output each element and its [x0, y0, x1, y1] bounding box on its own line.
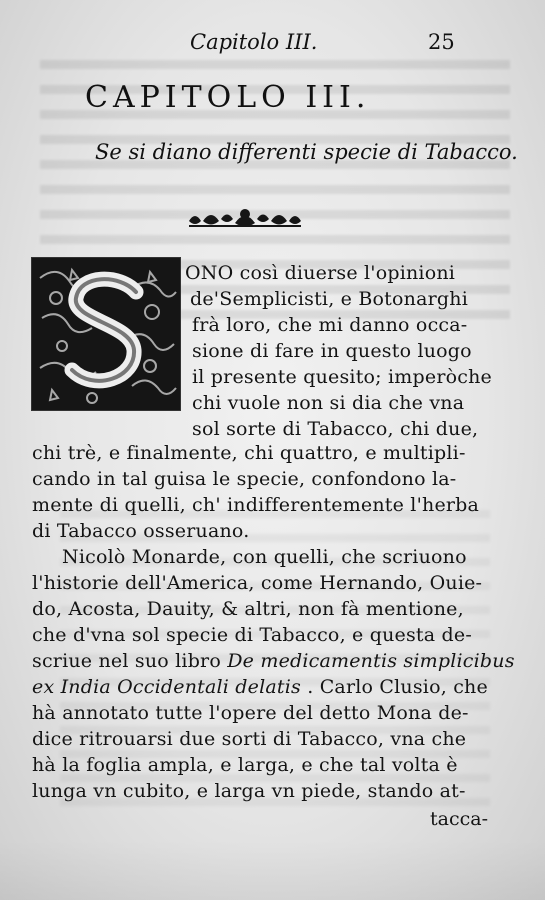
text-segment: . Carlo Clusio, che — [307, 676, 488, 698]
text-line: frà loro, che mi danno occa- — [192, 314, 468, 336]
text-line: l'historie dell'America, come Hernando, Ouie- — [32, 572, 483, 594]
decorated-initial-S-icon — [32, 258, 180, 410]
text-line: chi vuole non si dia che vna — [192, 392, 465, 414]
text-line: sol sorte di Tabacco, chi due, — [192, 418, 479, 440]
page-shadow — [0, 840, 545, 900]
page-number: 25 — [428, 30, 455, 54]
chapter-title: CAPITOLO III. — [85, 80, 371, 115]
text-line: dice ritrouarsi due sorti di Tabacco, vna che — [32, 728, 467, 750]
text-line: che d'vna sol specie di Tabacco, e questa de- — [32, 624, 472, 646]
text-line: hà la foglia ampla, e larga, e che tal volta è — [32, 754, 458, 776]
catchword: tacca- — [430, 808, 488, 830]
text-line: il presente quesito; imperòche — [192, 366, 492, 388]
text-line: chi trè, e finalmente, chi quattro, e multipli- — [32, 442, 466, 464]
text-line: Nicolò Monarde, con quelli, che scriuono — [62, 546, 467, 568]
running-head: Capitolo III. — [190, 30, 318, 54]
text-line: do, Acosta, Dauity, & altri, non fà mentione, — [32, 598, 464, 620]
book-title-italic: ex India Occidentali delatis — [32, 676, 301, 698]
text-line: ONO così diuerse l'opinioni — [185, 262, 456, 284]
text-line — [32, 652, 515, 671]
text-segment: scriue nel suo libro — [32, 650, 221, 672]
text-line: cando in tal guisa le specie, confondono la- — [32, 468, 457, 490]
book-title-italic: De medicamentis simplicibus — [227, 650, 515, 672]
text-line: sione di fare in questo luogo — [192, 340, 472, 362]
text-line: di Tabacco osseruano. — [32, 520, 250, 542]
chapter-subtitle: Se si diano differenti specie di Tabacco. — [95, 140, 518, 164]
text-line: lunga vn cubito, e larga vn piede, stando at- — [32, 780, 466, 802]
text-line — [32, 678, 488, 697]
text-line: de'Semplicisti, e Botonarghi — [190, 288, 468, 310]
text-line: mente di quelli, ch' indifferentemente l'herba — [32, 494, 480, 516]
headpiece-ornament-icon — [185, 205, 305, 231]
text-line: hà annotato tutte l'opere del detto Mona de- — [32, 702, 469, 724]
